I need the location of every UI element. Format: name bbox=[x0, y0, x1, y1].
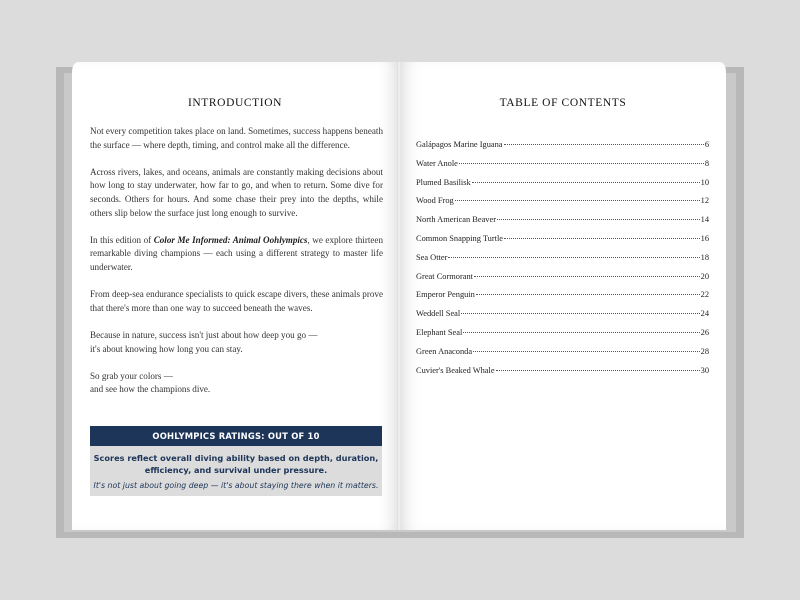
toc-item-page: 16 bbox=[700, 233, 709, 243]
toc-leader-dots bbox=[474, 276, 700, 277]
toc-leader-dots bbox=[504, 144, 704, 145]
toc-leader-dots bbox=[448, 257, 699, 258]
toc-item[interactable] bbox=[416, 178, 709, 197]
intro-heading: INTRODUCTION bbox=[187, 97, 283, 109]
book-title-emphasis: Color Me Informed: Animal Oohlympics bbox=[153, 234, 308, 245]
ratings-note: It's not just about going deep — it's about staying there when it matters. bbox=[93, 481, 379, 490]
toc-item-page: 28 bbox=[700, 346, 709, 356]
intro-paragraph: Across rivers, lakes, and oceans, animals are constantly making decisions about how long to stay underwater, how far to go, and when to return. Some dive for seconds. Others for hours. And some chase their prey into the depths, while others slip below the surface just long enough to survive. bbox=[90, 166, 383, 218]
toc-item-page: 12 bbox=[700, 196, 709, 206]
toc-leader-dots bbox=[472, 182, 700, 183]
ratings-box bbox=[90, 426, 382, 496]
ratings-header: OOHLYMPICS RATINGS: OUT OF 10 bbox=[90, 426, 382, 446]
toc-item-page: 14 bbox=[700, 215, 709, 225]
toc-item-title: Galápagos Marine Iguana bbox=[416, 140, 503, 149]
toc-item[interactable] bbox=[416, 272, 709, 291]
intro-text-run: In this edition of bbox=[90, 234, 154, 245]
toc-item-title: Wood Frog bbox=[416, 196, 454, 206]
toc-item-page: 26 bbox=[700, 327, 709, 337]
toc-item-page: 30 bbox=[700, 365, 709, 375]
toc-item[interactable] bbox=[416, 140, 709, 159]
toc-item-page: 8 bbox=[704, 158, 709, 168]
intro-line: So grab your colors — bbox=[90, 370, 173, 381]
toc-item-title: Emperor Penguin bbox=[416, 290, 475, 300]
toc-item[interactable] bbox=[416, 253, 709, 272]
toc-item-title: Sea Otter bbox=[416, 252, 448, 262]
toc-leader-dots bbox=[463, 332, 699, 333]
toc-item[interactable] bbox=[416, 159, 709, 178]
intro-paragraph: From deep-sea endurance specialists to quick escape divers, these animals prove that there's more than one way to succeed beneath the waves. bbox=[90, 289, 383, 313]
toc-item[interactable] bbox=[416, 215, 709, 234]
intro-text-run: , we explore thirteen remarkable diving champions — each using a different strategy to master life underwater. bbox=[90, 234, 383, 272]
toc-item[interactable] bbox=[416, 366, 709, 385]
intro-line: Because in nature, success isn't just about how deep you go — bbox=[90, 329, 318, 340]
toc-leader-dots bbox=[461, 313, 699, 314]
toc-leader-dots bbox=[459, 163, 704, 164]
right-page bbox=[400, 62, 726, 530]
toc-item-page: 6 bbox=[704, 140, 709, 149]
intro-paragraph bbox=[90, 329, 383, 356]
toc-item-page: 10 bbox=[700, 177, 709, 187]
toc-item-title: Weddell Seal bbox=[416, 309, 461, 319]
toc-item[interactable] bbox=[416, 328, 709, 347]
toc-item-title: Elephant Seal bbox=[416, 327, 463, 337]
toc-item-title: Plumed Basilisk bbox=[416, 177, 471, 187]
toc-item[interactable] bbox=[416, 347, 709, 366]
toc-item-title: North American Beaver bbox=[416, 215, 496, 225]
toc-item-page: 20 bbox=[700, 271, 709, 281]
ratings-line: efficiency, and survival under pressure. bbox=[144, 464, 328, 475]
toc-item-page: 24 bbox=[700, 309, 709, 319]
toc-item-title: Green Anaconda bbox=[416, 346, 473, 356]
toc-item-page: 22 bbox=[700, 290, 709, 300]
intro-body bbox=[90, 125, 383, 410]
ratings-line: Scores reflect overall diving ability based on depth, duration, bbox=[93, 453, 379, 463]
toc-leader-dots bbox=[473, 351, 700, 352]
toc-item-page: 18 bbox=[700, 252, 709, 262]
toc-leader-dots bbox=[496, 370, 700, 371]
intro-paragraph bbox=[90, 370, 383, 397]
toc-item-title: Great Cormorant bbox=[416, 271, 473, 281]
toc-heading: TABLE OF CONTENTS bbox=[499, 97, 627, 109]
toc-leader-dots bbox=[455, 200, 700, 201]
left-page bbox=[72, 62, 398, 530]
toc-item[interactable] bbox=[416, 234, 709, 253]
intro-paragraph: Not every competition takes place on land. Sometimes, success happens beneath the surface — where depth, timing, and control make all the difference. bbox=[90, 126, 383, 150]
toc-leader-dots bbox=[476, 294, 700, 295]
intro-line: and see how the champions dive. bbox=[90, 384, 211, 395]
ratings-description bbox=[90, 446, 382, 476]
intro-line: it's about knowing how long you can stay. bbox=[90, 343, 243, 354]
intro-paragraph bbox=[90, 234, 383, 275]
toc-item-title: Common Snapping Turtle bbox=[416, 233, 504, 243]
toc-list bbox=[416, 140, 709, 384]
toc-leader-dots bbox=[497, 219, 700, 220]
toc-item-title: Water Anole bbox=[416, 158, 458, 168]
toc-item[interactable] bbox=[416, 196, 709, 215]
toc-item[interactable] bbox=[416, 290, 709, 309]
toc-leader-dots bbox=[504, 238, 700, 239]
toc-item-title: Cuvier's Beaked Whale bbox=[416, 365, 495, 375]
toc-item[interactable] bbox=[416, 309, 709, 328]
